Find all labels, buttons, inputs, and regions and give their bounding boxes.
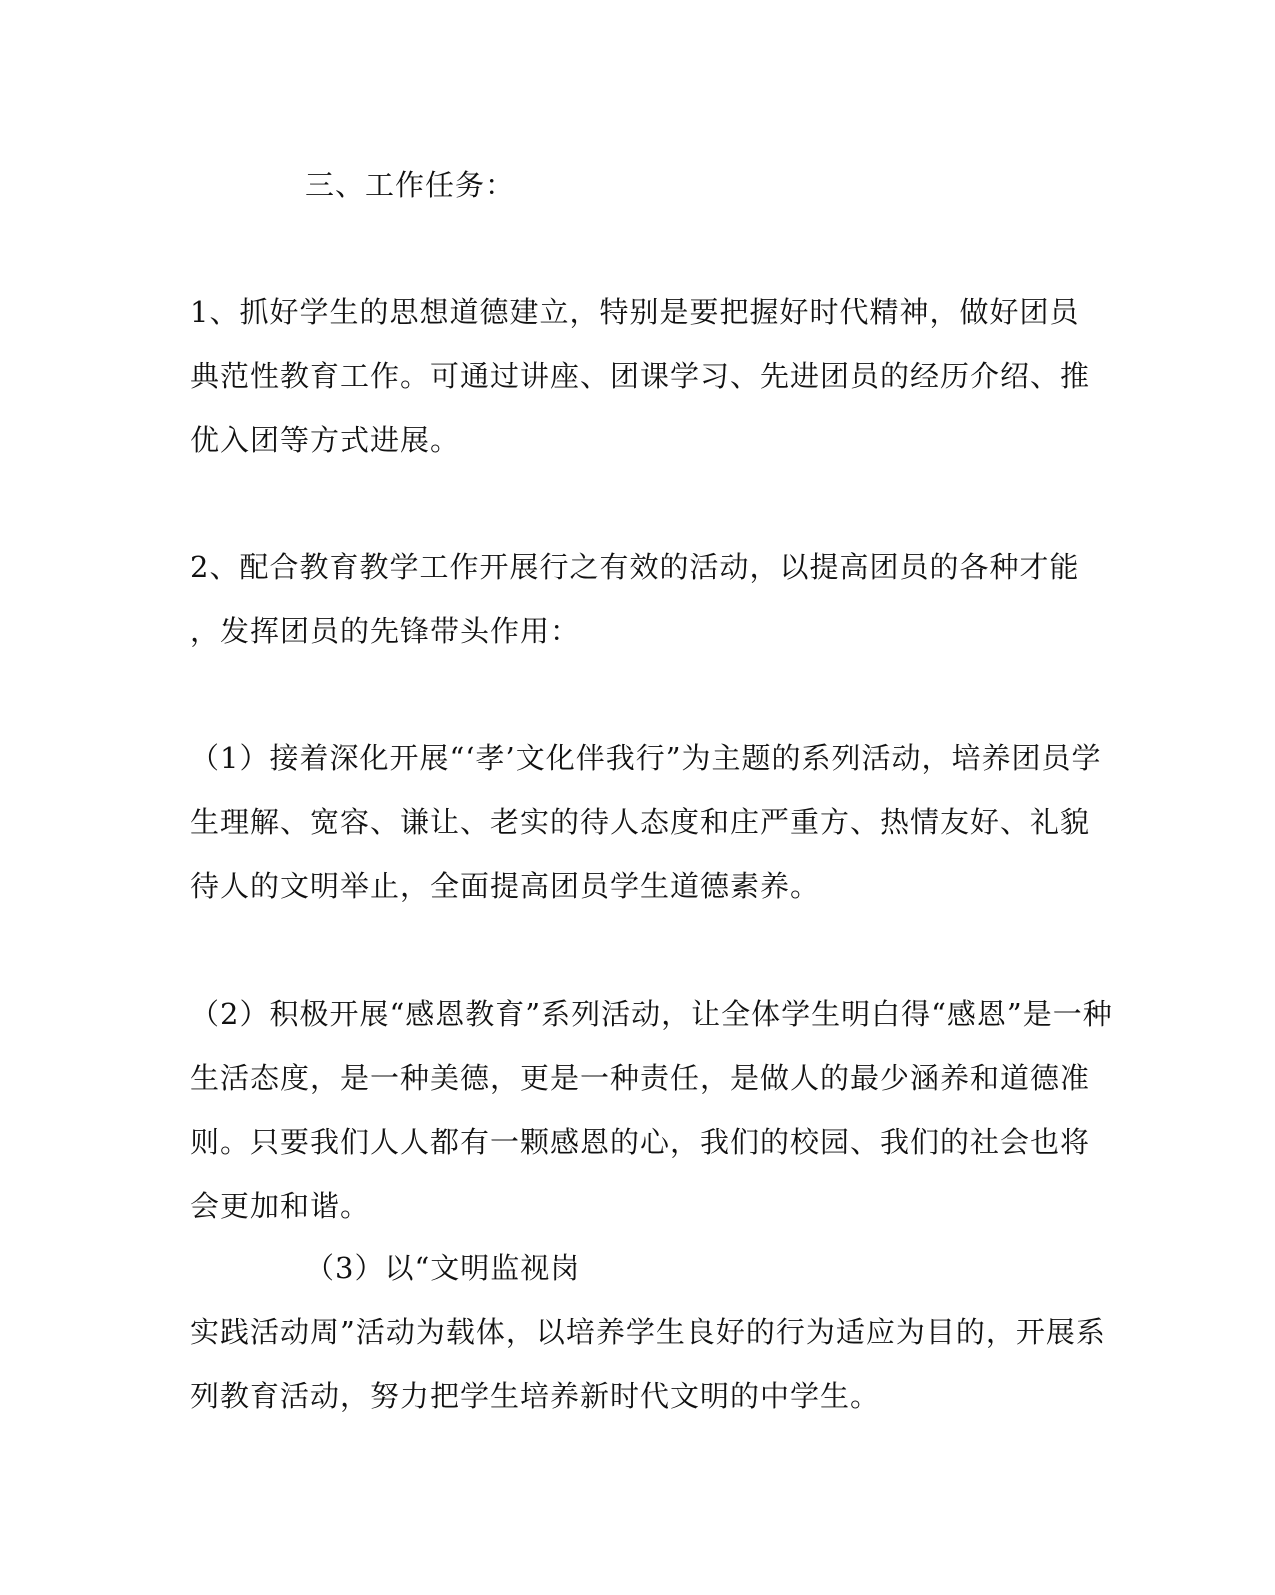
- section-heading: 三、工作任务：: [305, 168, 516, 202]
- sub3-line3: 列教育活动，努力把学生培养新时代文明的中学生。: [190, 1379, 881, 1413]
- sub2-line1: （2）积极开展“感恩教育”系列活动，让全体学生明白得“感恩”是一种: [190, 997, 1113, 1031]
- sub1-line1: （1）接着深化开展“‘孝’文化伴我行”为主题的系列活动，培养团员学: [190, 741, 1102, 775]
- sub3-line2: 实践活动周”活动为载体，以培养学生良好的行为适应为目的，开展系: [190, 1315, 1106, 1349]
- sub3-line1: （3）以“文明监视岗: [305, 1251, 581, 1285]
- sub2-line3: 则。只要我们人人都有一颗感恩的心，我们的校园、我们的社会也将: [190, 1125, 1091, 1159]
- item2-line1: 2、配合教育教学工作开展行之有效的活动，以提高团员的各种才能: [190, 550, 1080, 584]
- sub1-line3: 待人的文明举止，全面提高团员学生道德素养。: [190, 869, 821, 903]
- sub2-line4: 会更加和谐。: [190, 1189, 371, 1223]
- item1-line3: 优入团等方式进展。: [190, 423, 461, 457]
- item1-line2: 典范性教育工作。可通过讲座、团课学习、先进团员的经历介绍、推: [190, 359, 1091, 393]
- sub2-line2: 生活态度，是一种美德，更是一种责任，是做人的最少涵养和道德准: [190, 1061, 1091, 1095]
- sub1-line2: 生理解、宽容、谦让、老实的待人态度和庄严重方、热情友好、礼貌: [190, 805, 1091, 839]
- item2-line2: ，发挥团员的先锋带头作用：: [190, 614, 581, 648]
- item1-line1: 1、抓好学生的思想道德建立，特别是要把握好时代精神，做好团员: [190, 295, 1080, 329]
